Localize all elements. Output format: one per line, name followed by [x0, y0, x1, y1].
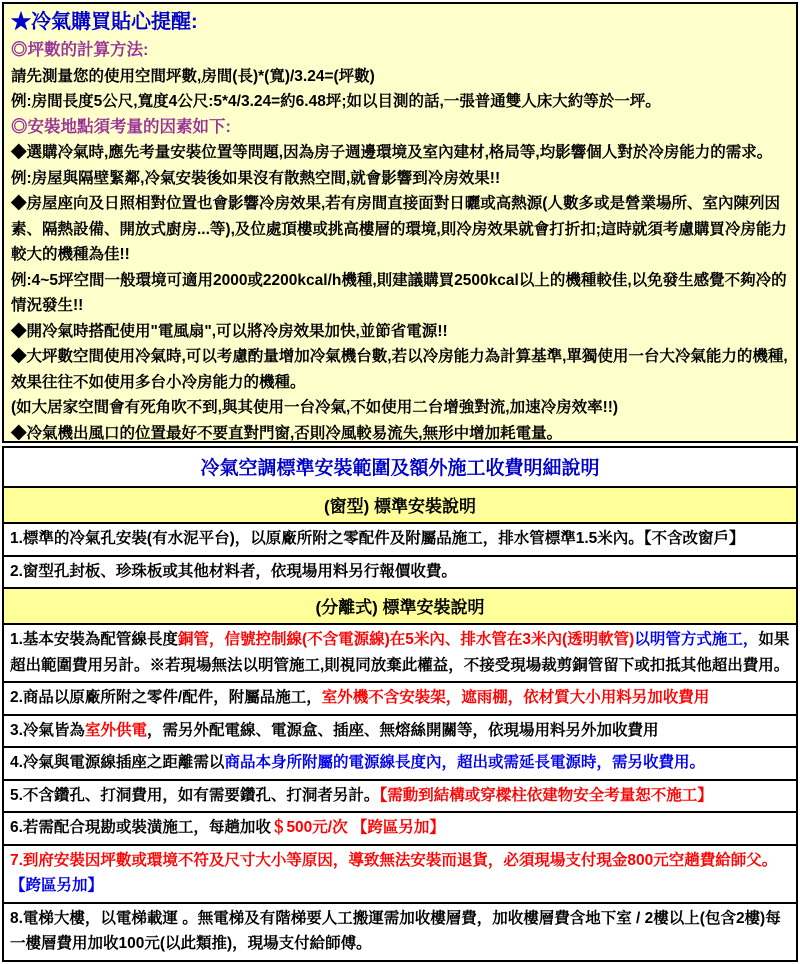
window-type-section-header: (窗型) 標準安裝說明	[4, 488, 796, 524]
table-row	[4, 904, 796, 960]
tips-paragraphs	[11, 38, 789, 443]
row-text-segment: 以明管方式施工，	[634, 631, 759, 648]
row-text-segment: 2.窗型孔封板、珍珠板或其他材料者，依現場用料另行報價收費。	[10, 562, 457, 580]
tips-title: ★冷氣購買貼心提醒:	[11, 11, 198, 33]
tips-paragraph: 例:房間長度5公尺,寬度4公尺:5*4/3.24=約6.48坪;如以目測的話,一張普通雙人床大約等於一坪。	[11, 93, 661, 110]
installation-fee-table	[2, 446, 798, 962]
row-text-segment: 室外機不含安裝架，遮雨棚，依材質大小用料另加收費用	[321, 689, 710, 706]
row-text-segment: 商品本身所附屬的電源線長度內，超出或需延長電源時，需另收費用。	[224, 754, 705, 771]
table-row	[4, 781, 796, 814]
row-text-segment: 1.基本安裝為配管線長度	[10, 631, 178, 648]
row-text-segment: 【跨區另加】	[10, 877, 104, 894]
row-text-segment: 【需動到結構或穿樑柱依建物安全考量恕不施工】	[379, 786, 713, 804]
table-row	[4, 846, 796, 904]
tips-paragraph: (如大居家空間會有死角吹不到,與其使用一台冷氣,不如使用二台增強對流,加速冷房效率!!)	[11, 399, 619, 416]
fee-table-title: 冷氣空調標準安裝範圍及額外施工收費明細說明	[4, 448, 796, 488]
row-text-segment: 4.冷氣與電源線插座之距離需以	[10, 754, 225, 771]
table-row	[4, 557, 796, 590]
tips-paragraph: ◆大坪數空間使用冷氣時,可以考慮酌量增加冷氣機台數,若以冷房能力為計算基準,單獨使用一台大冷氣能力的機種,效果往往不如使用多台小冷房能力的機種。	[11, 348, 788, 391]
table-row	[4, 748, 796, 781]
row-text-segment: 銅管，信號控制線(不含電源線)在5米內、排水管在3米內(透明軟管)	[177, 631, 635, 648]
row-text-segment: ，需另外配電線、電源盒、插座、無熔絲開關等，依現場用料另外加收費用	[146, 721, 659, 739]
tips-paragraph: 請先測量您的使用空間坪數,房間(長)*(寬)/3.24=(坪數)	[11, 67, 375, 85]
table-row	[4, 683, 796, 716]
row-text-segment: 3.冷氣皆為	[10, 721, 85, 739]
tips-subheading: ◎坪數的計算方法:	[11, 41, 149, 59]
row-text-segment: 7.到府安裝因坪數或環境不符及尺寸大小等原因，導致無法安裝而退貨，必須現場支付現金800元空趟費給師父。	[10, 851, 778, 869]
table-row	[4, 625, 796, 683]
table-row	[4, 524, 796, 557]
row-text-segment: 8.電梯大樓，以電梯載運 。無電梯及有階梯要人工搬運需加收樓層費，加收樓層費含地下室 / 2樓以上(包含2樓)每一樓層費用加收100元(以此類推)，現場支付給師傅。	[10, 909, 781, 952]
table-row	[4, 813, 796, 846]
tips-paragraph: ◆開冷氣時搭配使用"電風扇",可以將冷房效果加快,並節省電源!!	[11, 322, 448, 340]
row-text-segment: 6.若需配合現勘或裝潢施工，每趟加收	[10, 819, 271, 836]
row-text-segment: 室外供電	[84, 721, 147, 739]
purchase-tips-panel	[2, 2, 798, 443]
split-type-section-header: (分離式) 標準安裝說明	[4, 589, 796, 625]
tips-paragraph: ◆選購冷氣時,應先考量安裝位置等問題,因為房子週邊環境及室內建材,格局等,均影響個人對於冷房能力的需求。	[11, 144, 773, 161]
tips-paragraph: ◆冷氣機出風口的位置最好不要直對門窗,否則冷風較易流失,無形中增加耗電量。	[11, 424, 563, 442]
row-text-segment: 5.不含鑽孔、打洞費用，如有需要鑽孔、打洞者另計。	[10, 786, 380, 804]
tips-paragraph: 例:4~5坪空間一般環境可適用2000或2200kcal/h機種,則建議購買2500kcal以上的機種較佳,以免發生感覺不夠冷的情況發生!!	[11, 271, 787, 314]
row-text-segment: ＄500元/次 【跨區另加】	[270, 819, 445, 836]
tips-paragraph: ◆房屋座向及日照相對位置也會影響冷房效果,若有房間直接面對日曬或高熱源(人數多或是營業場所、室內陳列因素、隔熱設備、開放式廚房...等),及位處頂樓或挑高樓層的環境,則冷房效果就會打折扣;這時就須考慮購買冷房能力較大的機種為佳!!	[11, 195, 787, 263]
split-type-rows	[4, 625, 796, 960]
row-text-segment: 如果超出範圍費用另計。※若現場無法以明管施工,則視同放棄此權益，不接受現場裁剪銅管留下或扣抵其他超出費用。	[10, 631, 790, 674]
tips-subheading: ◎安裝地點須考量的因素如下:	[11, 117, 231, 136]
row-text-segment: 2.商品以原廠所附之零件/配件，附屬品施工，	[10, 689, 322, 706]
tips-paragraph: 例:房屋與隔壁緊鄰,冷氣安裝後如果沒有散熱空間,就會影響到冷房效果!!	[11, 169, 501, 187]
table-row	[4, 716, 796, 749]
row-text-segment: 1.標準的冷氣孔安裝(有水泥平台)，以原廠所附之零配件及附屬品施工，排水管標準1.5米內。【不含改窗戶】	[10, 530, 745, 547]
window-type-rows	[4, 524, 796, 589]
